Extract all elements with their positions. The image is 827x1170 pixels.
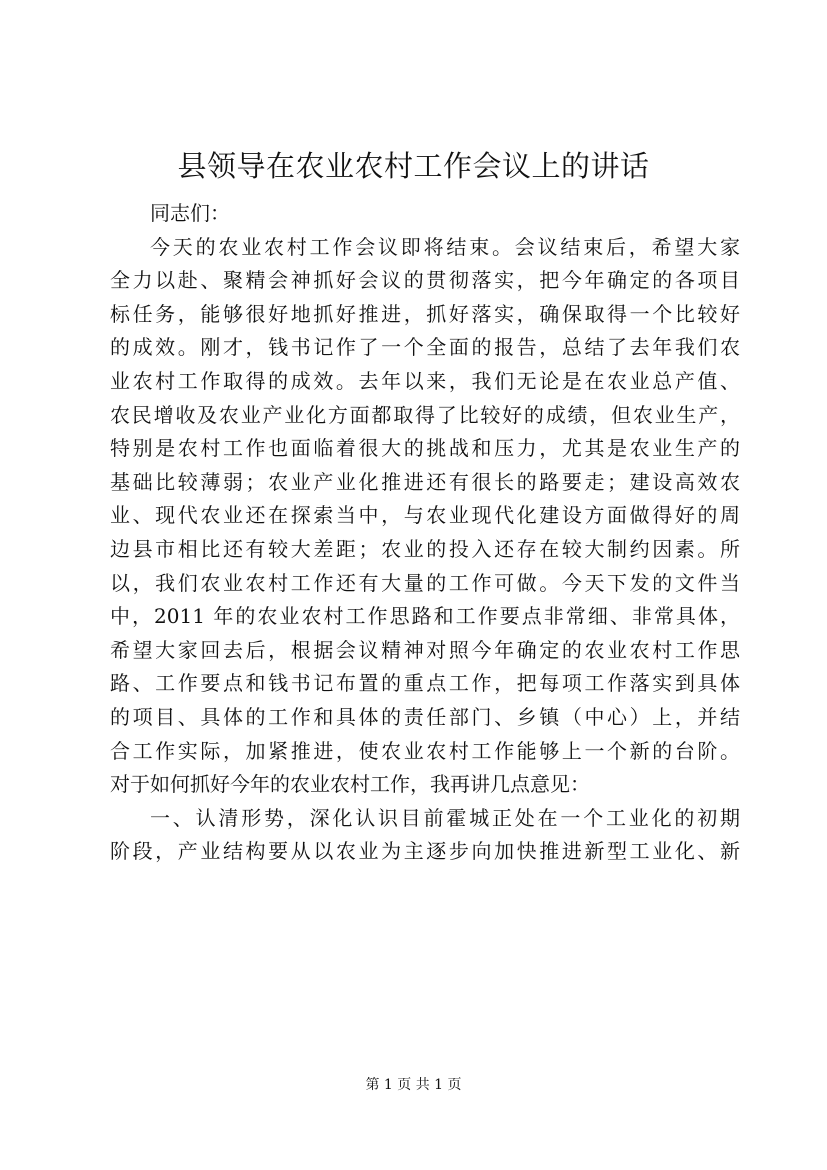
document-title: 县领导在农业农村工作会议上的讲话: [177, 149, 650, 183]
salutation: 同志们：: [150, 201, 230, 225]
paragraph-line: 以，我们农业农村工作还有大量的工作可做。今天下发的文件当: [110, 570, 740, 595]
paragraph-line: 农民增收及农业产业化方面都取得了比较好的成绩，但农业生产，: [110, 402, 740, 427]
paragraph-line: 边县市相比还有较大差距；农业的投入还存在较大制约因素。所: [110, 536, 740, 561]
paragraph-line: 业、现代农业还在探索当中，与农业现代化建设方面做得好的周: [110, 503, 740, 528]
paragraph-line: 的成效。刚才，钱书记作了一个全面的报告，总结了去年我们农: [110, 335, 740, 360]
paragraph-line: 的项目、具体的工作和具体的责任部门、乡镇（中心）上，并结: [110, 704, 740, 729]
paragraph-line: 一、认清形势，深化认识目前霍城正处在一个工业化的初期: [150, 805, 740, 830]
paragraph-line: 特别是农村工作也面临着很大的挑战和压力，尤其是农业生产的: [110, 436, 740, 461]
paragraph-line: 阶段，产业结构要从以农业为主逐步向加快推进新型工业化、新: [110, 839, 740, 864]
paragraph-line: 合工作实际，加紧推进，使农业农村工作能够上一个新的台阶。: [110, 738, 740, 763]
paragraph-line: 基础比较薄弱；农业产业化推进还有很长的路要走；建设高效农: [110, 469, 740, 494]
paragraph-line: 路、工作要点和钱书记布置的重点工作，把每项工作落实到具体: [110, 671, 740, 696]
paragraph-line: 今天的农业农村工作会议即将结束。会议结束后，希望大家: [150, 234, 740, 259]
paragraph-line: 标任务，能够很好地抓好推进，抓好落实，确保取得一个比较好: [110, 301, 740, 326]
document-body: [110, 197, 740, 869]
paragraph-line: 中，2011 年的农业农村工作思路和工作要点非常细、非常具体，: [110, 604, 740, 629]
paragraph-line: 对于如何抓好今年的农业农村工作，我再讲几点意见：: [110, 772, 590, 797]
page-number-footer: 第 1 页 共 1 页: [365, 1077, 462, 1093]
paragraph-line: 希望大家回去后，根据会议精神对照今年确定的农业农村工作思: [110, 637, 740, 662]
paragraph-line: 业农村工作取得的成效。去年以来，我们无论是在农业总产值、: [110, 368, 740, 393]
paragraph-line: 全力以赴、聚精会神抓好会议的贯彻落实，把今年确定的各项目: [110, 268, 740, 293]
